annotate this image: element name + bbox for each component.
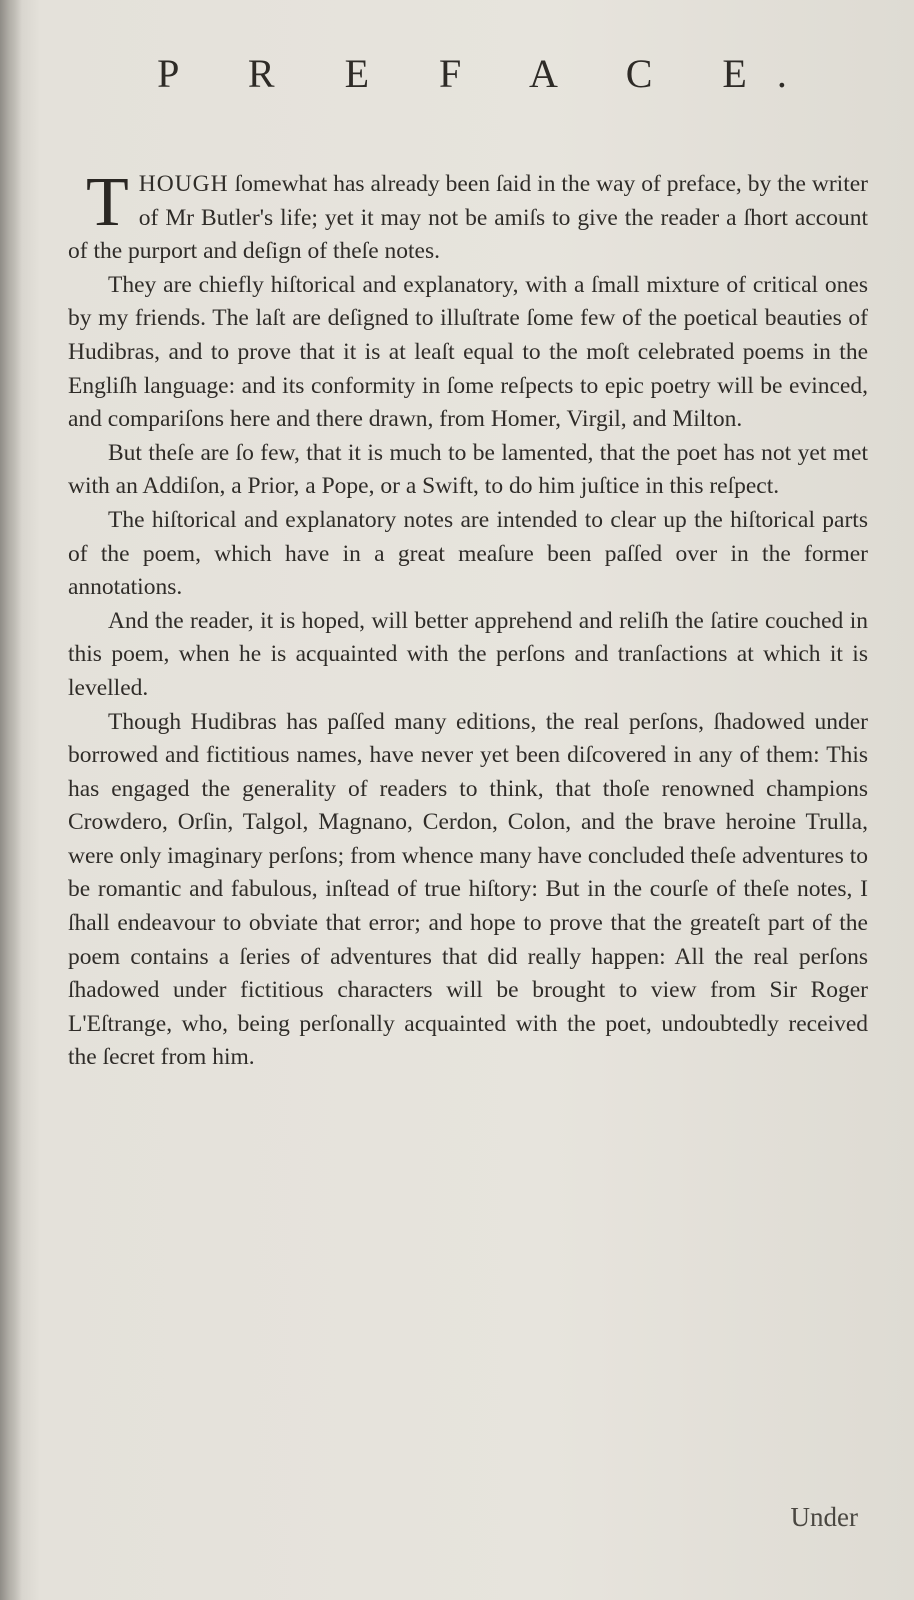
paragraph-4: The hiſtorical and explanatory notes are intended to clear up the hiſtorical parts of the poem, which have in a great meaſure been paſſed over in the former annotations. — [68, 506, 868, 601]
paragraph-1-text: ſomewhat has already been ſaid in the way of preface, by the writer of Mr Butler's life; yet it may not be amiſs to give the reader a ſhort account of the purport and deſign of theſe notes. — [68, 171, 868, 265]
paragraph-6: Though Hudibras has paſſed many editions, the real perſons, ſhadowed under borrowed and fictitious names, have never yet been diſcovered in any of them: This has engaged the generality of readers to think, that thoſe renowned champions Crowdero, Orſin, Talgol, Magnano, Cerdon, Colon, and the brave heroine Trulla, were only imaginary perſons; from whence many have concluded theſe adventures to be romantic and fabulous, inſtead of true hiſtory: But in the courſe of theſe notes, I ſhall endeavour to obviate that error; and hope to prove that the greateſt part of the poem contains a ſeries of adventures that did really happen: All the real perſons ſhadowed under fictitious characters will be brought to view from Sir Roger L'Eſtrange, who, being perſonally acquainted with the poet, undoubtedly received the ſecret from him. — [68, 708, 868, 1071]
paragraph-2: They are chiefly hiſtorical and explanatory, with a ſmall mixture of critical ones by my friends. The laſt are deſigned to illuſtrate ſome few of the poetical beauties of Hudibras, and to prove that it is at leaſt equal to the moſt celebrated poems in the Engliſh language: and its conformity in ſome reſpects to epic poetry will be evinced, and compariſons here and there drawn, from Homer, Virgil, and Milton. — [68, 271, 868, 433]
catchword: Under — [790, 1502, 858, 1532]
paragraph-1 — [68, 164, 868, 269]
paragraph-3: But theſe are ſo few, that it is much to be lamented, that the poet has not yet met with an Addiſon, a Prior, a Pope, or a Swift, to do him juſtice in this reſpect. — [68, 439, 868, 500]
preface-body — [68, 164, 868, 1075]
paragraph-5: And the reader, it is hoped, will better apprehend and reliſh the ſatire couched in this poem, when he is acquainted with the perſons and tranſactions at which it is levelled. — [68, 607, 868, 701]
drop-cap: T — [86, 164, 129, 241]
page-title: P R E F A C E. — [157, 51, 817, 96]
page-gutter — [0, 0, 22, 1600]
first-word: HOUGH — [138, 171, 229, 197]
